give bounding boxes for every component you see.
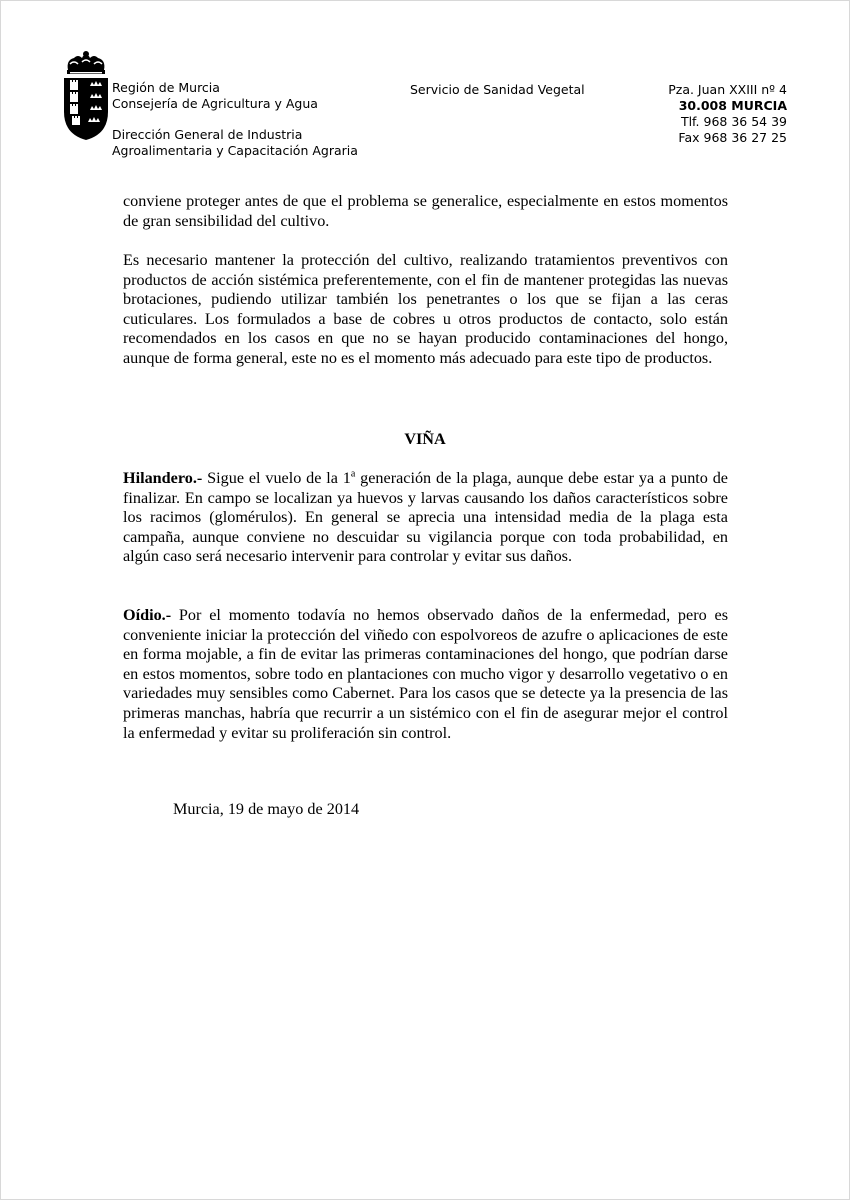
directorate-line-1: Dirección General de Industria [112, 127, 303, 142]
directorate-line-2: Agroalimentaria y Capacitación Agraria [112, 143, 358, 158]
phone-number: Tlf. 968 36 54 39 [680, 114, 787, 129]
directorate-block [112, 127, 358, 159]
fax-number: Fax 968 36 27 25 [678, 130, 787, 145]
paragraph-text [123, 606, 728, 743]
paragraph-oidio [123, 606, 728, 743]
organization-block [112, 80, 318, 112]
paragraph-text: conviene proteger antes de que el problema se generalice, especialmente en estos momentos de gran sensibilidad del cultivo. [123, 192, 728, 230]
org-line-ministry: Consejería de Agricultura y Agua [112, 96, 318, 111]
paragraph-segment: generación de la plaga, aunque debe estar ya a punto de finalizar. En campo se localizan ya huevos y larvas causando los daños característicos sobre los racimos (glomérulos). En general se aprecia una intensidad media de la plaga esta campaña, aunque conviene no descuidar su vigilancia porque con toda probabilidad, en algún caso será necesario intervenir para controlar y evitar sus daños. [123, 469, 728, 566]
address-street: Pza. Juan XXIII nº 4 [668, 82, 787, 97]
address-city: 30.008 MURCIA [678, 98, 787, 113]
coat-of-arms-icon [62, 50, 110, 142]
paragraph-segment: Por el momento todavía no hemos observado daños de la enfermedad, pero es conveniente iniciar la protección del viñedo con espolvoreos de azufre o aplicaciones de este en forma mojable, a fin de evitar las primeras contaminaciones del hongo, que podrían darse en estos momentos, sobre todo en plantaciones con mucho vigor y desarrollo vegetativo o en variedades muy sensibles como Cabernet. Para los casos que se detecte ya la presencia de las primeras manchas, habría que recurrir a un sistémico con el fin de asegurar mejor el control la enfermedad y evitar su proliferación sin control. [123, 606, 728, 742]
address-block [668, 82, 787, 146]
section-title: VIÑA [404, 430, 446, 448]
paragraph-continuation [123, 192, 728, 231]
paragraph-hilandero [123, 469, 728, 567]
document-date: Murcia, 19 de mayo de 2014 [173, 800, 360, 818]
paragraph-segment: Sigue el vuelo de la 1 [202, 469, 351, 487]
pest-name: Hilandero.- [123, 469, 203, 487]
paragraph-protection [123, 251, 728, 369]
service-name: Servicio de Sanidad Vegetal [410, 82, 585, 97]
org-line-region: Región de Murcia [112, 80, 220, 95]
paragraph-text [123, 469, 728, 567]
paragraph-text: Es necesario mantener la protección del cultivo, realizando tratamientos preventivos con productos de acción sistémica preferentemente, con el fin de mantener protegidas las nuevas brotaciones, pudiendo utilizar también los penetrantes o los que se fijan a las ceras cuticulares. Los formulados a base de cobres u otros productos de contacto, solo están recomendados en los casos en que no se hayan producido contaminaciones del hongo, aunque de forma general, este no es el momento más adecuado para este tipo de productos. [123, 251, 728, 367]
ordinal-superscript: a [350, 468, 356, 480]
disease-name: Oídio.- [123, 606, 172, 624]
